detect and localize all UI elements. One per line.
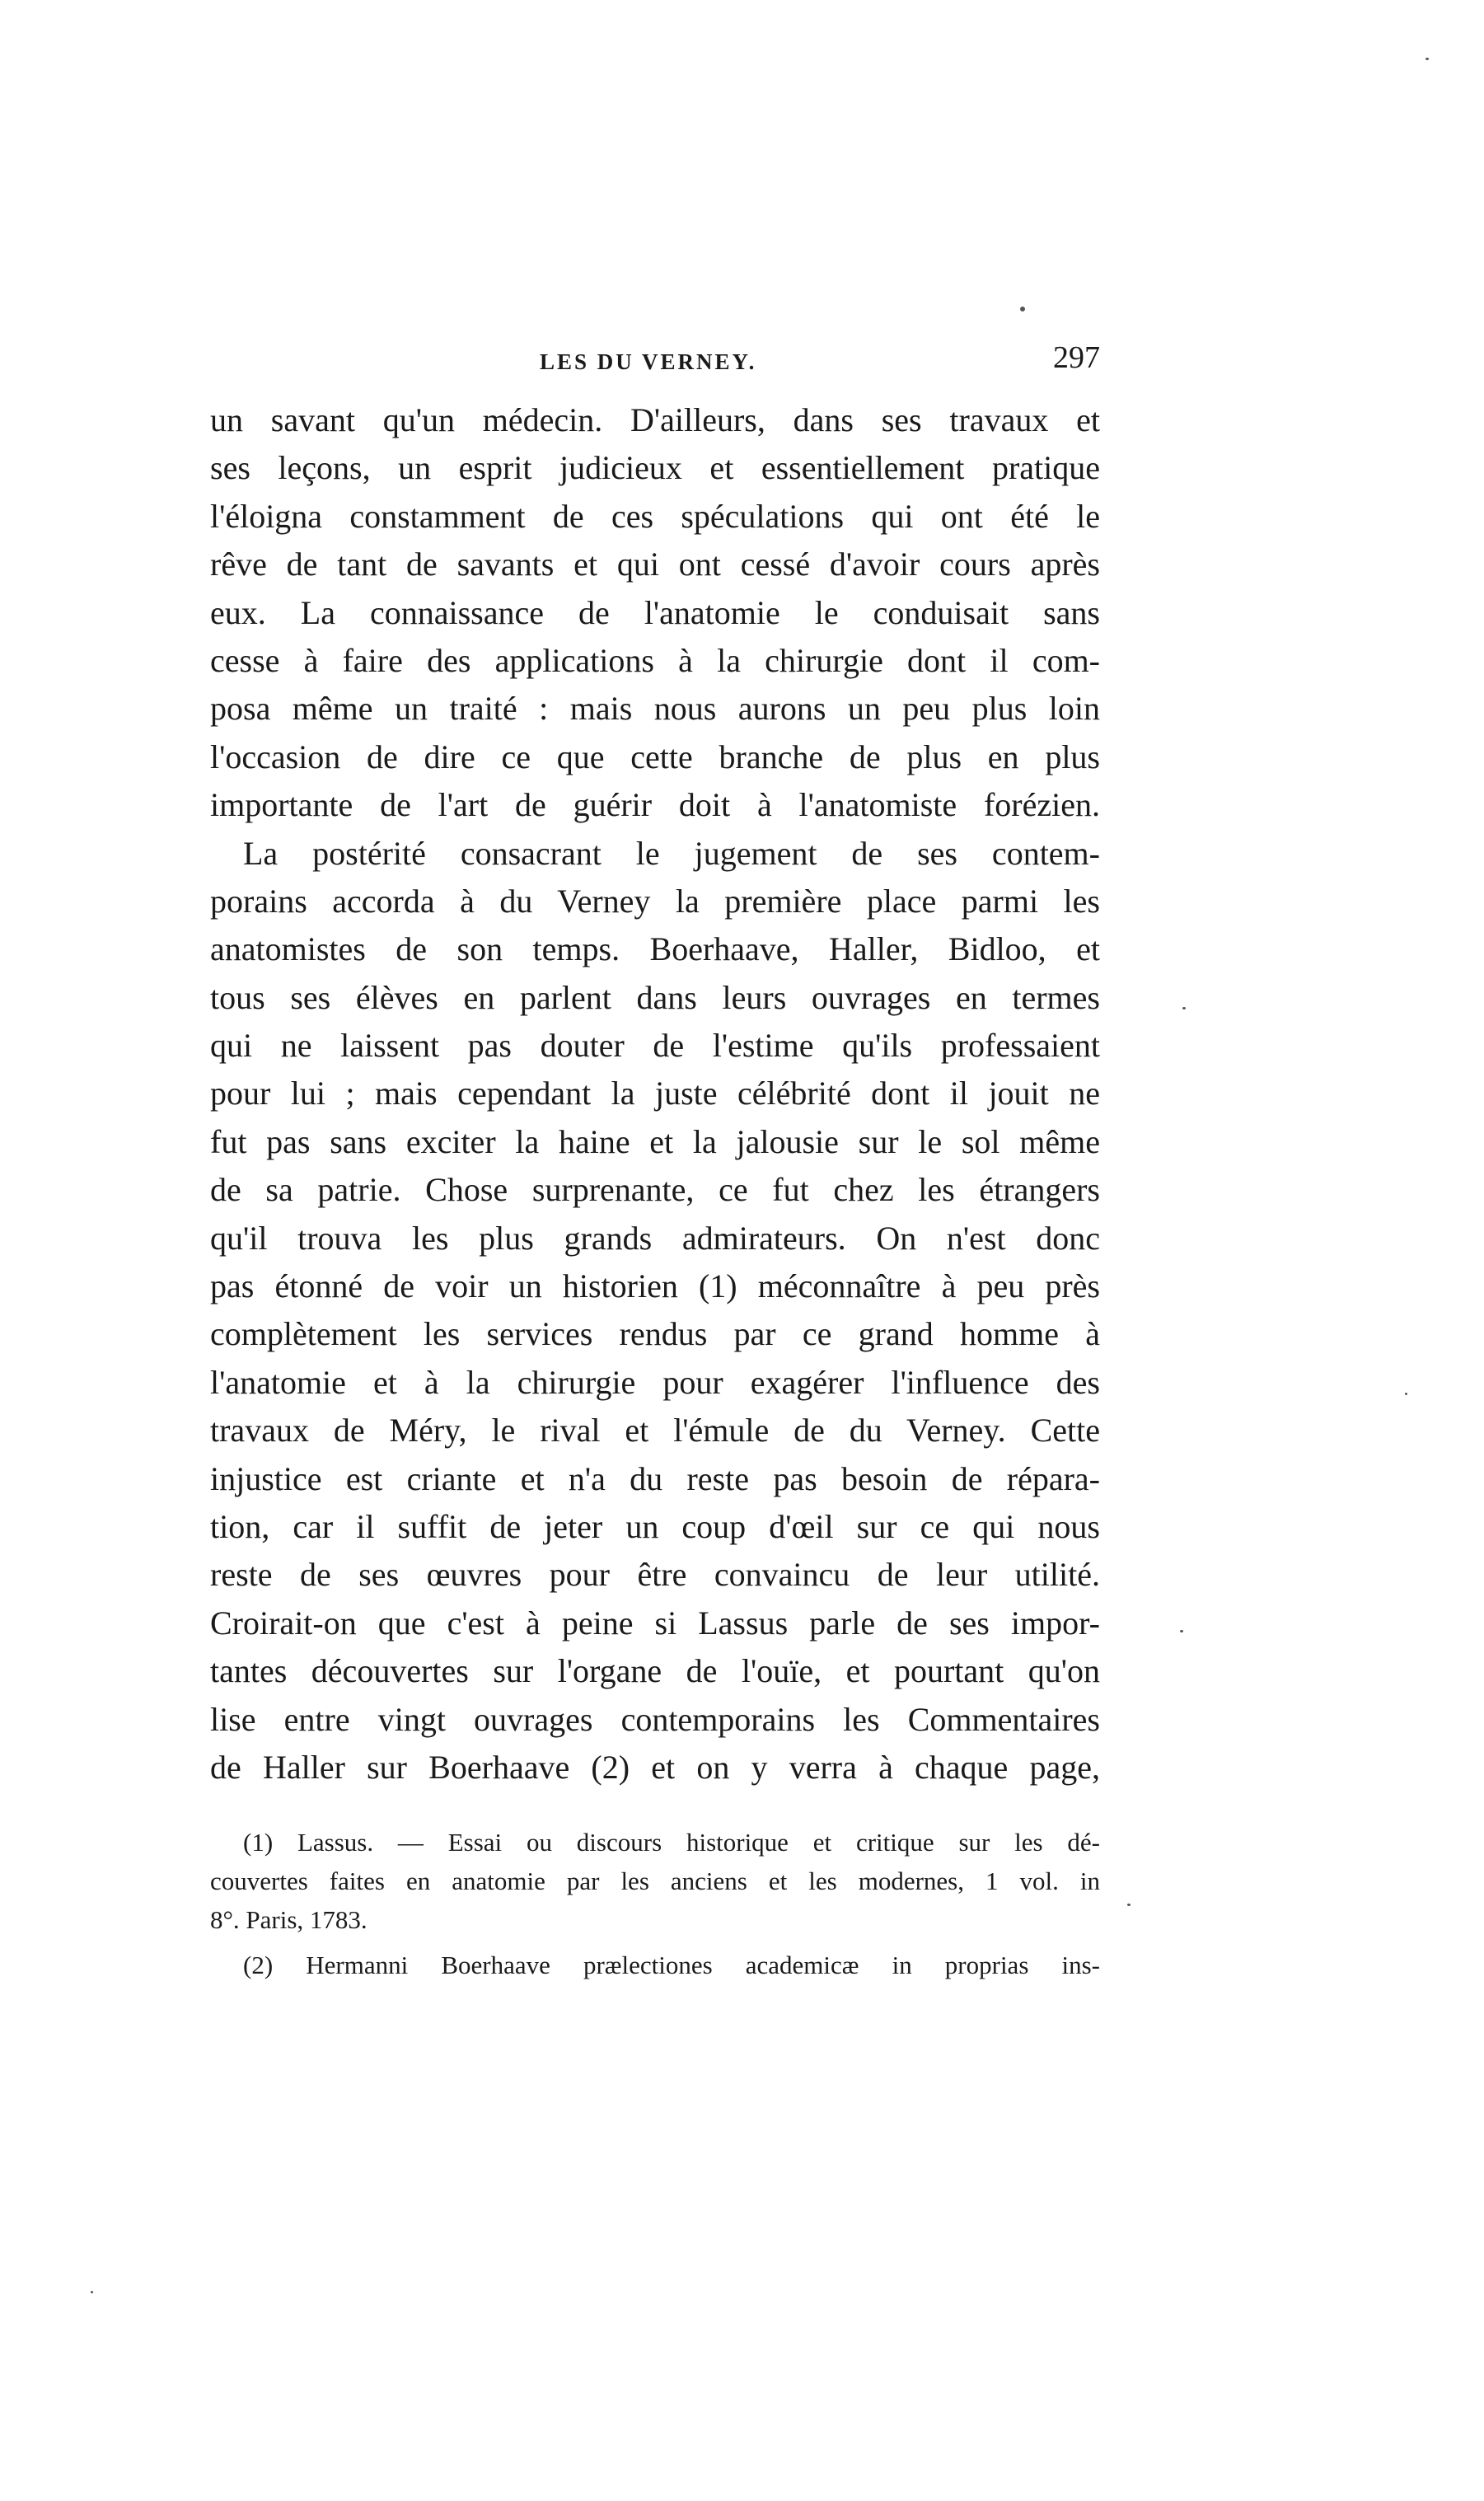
scan-speck <box>1425 58 1429 60</box>
scan-speck <box>1182 1007 1186 1009</box>
text-line: tion, car il suffit de jeter un coup d'œil sur ce qui nous <box>210 1507 1100 1545</box>
text-line: de Haller sur Boerhaave (2) et on y verra à chaque page, <box>210 1748 1100 1786</box>
text-line: l'anatomie et à la chirurgie pour exagérer l'influence des <box>210 1363 1100 1401</box>
scan-speck <box>1180 1630 1183 1632</box>
scan-speck <box>1405 1393 1407 1395</box>
scan-speck <box>1020 307 1025 311</box>
footnote-2-line: (2) Hermanni Boerhaave prælectiones academicæ in proprias ins- <box>243 1951 1100 1979</box>
text-line: de sa patrie. Chose surprenante, ce fut chez les étrangers <box>210 1171 1100 1209</box>
page-number: 297 <box>1053 340 1100 375</box>
paragraph-start-line: La postérité consacrant le jugement de ses contem- <box>243 834 1100 872</box>
text-line: importante de l'art de guérir doit à l'anatomiste forézien. <box>210 786 1100 824</box>
text-line: posa même un traité : mais nous aurons un peu plus loin <box>210 690 1100 728</box>
text-line: porains accorda à du Verney la première place parmi les <box>210 882 1100 920</box>
text-line: anatomistes de son temps. Boerhaave, Haller, Bidloo, et <box>210 930 1100 968</box>
footnote-1-line: 8°. Paris, 1783. <box>210 1905 367 1934</box>
body-text <box>210 396 1100 1791</box>
text-line: reste de ses œuvres pour être convaincu de leur utilité. <box>210 1556 1100 1594</box>
text-line: lise entre vingt ouvrages contemporains les Commentaires <box>210 1700 1100 1738</box>
footnote-gap <box>210 1939 1100 1946</box>
text-line: tous ses élèves en parlent dans leurs ouvrages en termes <box>210 978 1100 1016</box>
text-line: ses leçons, un esprit judicieux et essentiellement pratique <box>210 449 1100 487</box>
scan-speck <box>1127 1904 1131 1906</box>
text-line: Croirait-on que c'est à peine si Lassus parle de ses impor- <box>210 1604 1100 1642</box>
text-line: fut pas sans exciter la haine et la jalousie sur le sol même <box>210 1122 1100 1160</box>
footnote-1-line: couvertes faites en anatomie par les anciens et les modernes, 1 vol. in <box>210 1866 1100 1895</box>
text-line: complètement les services rendus par ce grand homme à <box>210 1315 1100 1353</box>
text-line: travaux de Méry, le rival et l'émule de du Verney. Cette <box>210 1412 1100 1450</box>
running-title: LES DU VERNEY. <box>540 349 757 374</box>
text-line: l'éloigna constamment de ces spéculations qui ont été le <box>210 497 1100 535</box>
text-line: qu'il trouva les plus grands admirateurs. On n'est donc <box>210 1219 1100 1257</box>
text-line: pas étonné de voir un historien (1) méconnaître à peu près <box>210 1267 1100 1305</box>
text-line: cesse à faire des applications à la chirurgie dont il com- <box>210 641 1100 679</box>
footnote-1-line: (1) Lassus. — Essai ou discours historique et critique sur les dé- <box>243 1828 1100 1857</box>
footnotes <box>210 1823 1100 1984</box>
text-line: un savant qu'un médecin. D'ailleurs, dans ses travaux et <box>210 401 1100 438</box>
text-line: injustice est criante et n'a du reste pas besoin de répara- <box>210 1459 1100 1497</box>
scan-speck <box>91 2291 93 2293</box>
text-line: eux. La connaissance de l'anatomie le conduisait sans <box>210 593 1100 631</box>
text-line: tantes découvertes sur l'organe de l'ouïe, et pourtant qu'on <box>210 1652 1100 1690</box>
text-line: pour lui ; mais cependant la juste célébrité dont il jouit ne <box>210 1075 1100 1112</box>
text-line: qui ne laissent pas douter de l'estime qu'ils professaient <box>210 1027 1100 1065</box>
text-line: l'occasion de dire ce que cette branche de plus en plus <box>210 738 1100 775</box>
text-line: rêve de tant de savants et qui ont cessé d'avoir cours après <box>210 546 1100 583</box>
running-head <box>210 336 1100 386</box>
